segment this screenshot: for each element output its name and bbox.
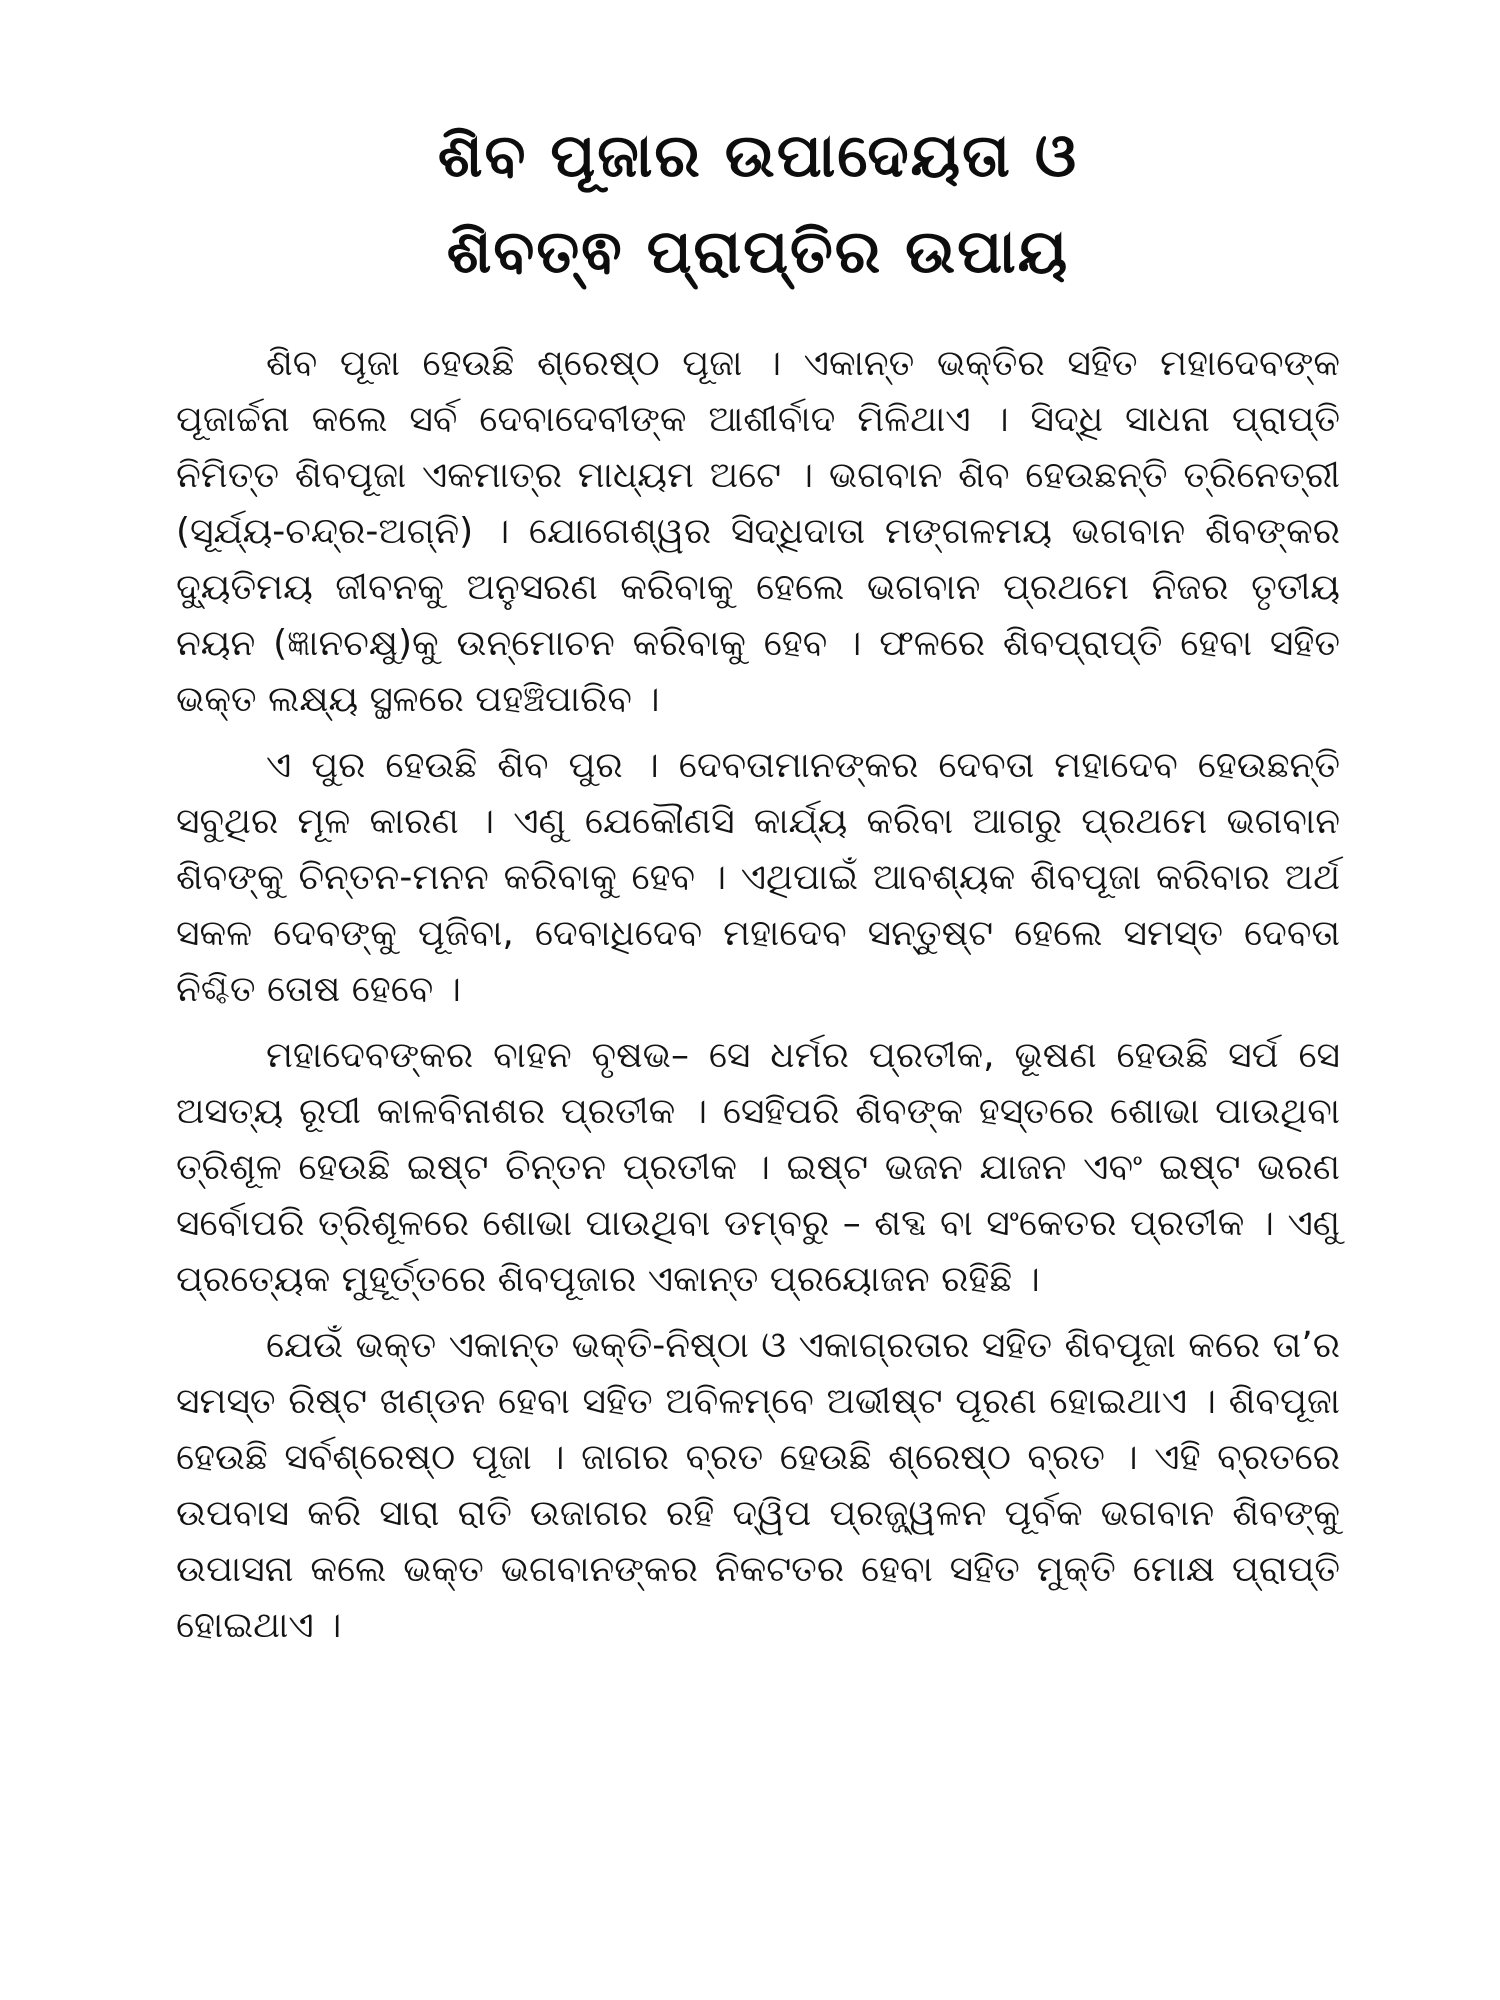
title-line-1: ଶିବ ପୂଜାର ଉପାଦେୟତା ଓ	[437, 121, 1079, 191]
page-title	[176, 108, 1340, 300]
paragraph-1: ଶିବ ପୂଜା ହେଉଛି ଶ୍ରେଷ୍ଠ ପୂଜା । ଏକାନ୍ତ ଭକ୍ତିର ସହିତ ମହାଦେବଙ୍କ ପୂଜାର୍ଚ୍ଚନା କଲେ ସର୍ବ ଦେବାଦେବୀଙ୍କ ଆଶୀର୍ବାଦ ମିଳିଥାଏ । ସିଦ୍ଧି ସାଧନା ପ୍ରାପ୍ତି ନିମିତ୍ତ ଶିବପୂଜା ଏକମାତ୍ର ମାଧ୍ୟମ ଅଟେ । ଭଗବାନ ଶିବ ହେଉଛନ୍ତି ତ୍ରିନେତ୍ରୀ (ସୂର୍ଯ୍ୟ-ଚନ୍ଦ୍ର-ଅଗ୍ନି) । ଯୋଗେଶ୍ୱର ସିଦ୍ଧିଦାତା ମଙ୍ଗଳମୟ ଭଗବାନ ଶିବଙ୍କର ଦ୍ୟୁତିମୟ ଜୀବନକୁ ଅନୁସରଣ କରିବାକୁ ହେଲେ ଭଗବାନ ପ୍ରଥମେ ନିଜର ତୃତୀୟ ନୟନ (ଜ୍ଞାନଚକ୍ଷୁ)କୁ ଉନ୍ମୋଚନ କରିବାକୁ ହେବ । ଫଳରେ ଶିବପ୍ରାପ୍ତି ହେବା ସହିତ ଭକ୍ତ ଲକ୍ଷ୍ୟ ସ୍ଥଳରେ ପହଞ୍ଚିପାରିବ ।	[176, 343, 1340, 720]
paragraph-4: ଯେଉଁ ଭକ୍ତ ଏକାନ୍ତ ଭକ୍ତି-ନିଷ୍ଠା ଓ ଏକାଗ୍ରତାର ସହିତ ଶିବପୂଜା କରେ ତା’ର ସମସ୍ତ ରିଷ୍ଟ ଖଣ୍ଡନ ହେବା ସହିତ ଅବିଳମ୍ବେ ଅଭୀଷ୍ଟ ପୂରଣ ହୋଇଥାଏ । ଶିବପୂଜା ହେଉଛି ସର୍ବଶ୍ରେଷ୍ଠ ପୂଜା । ଜାଗର ବ୍ରତ ହେଉଛି ଶ୍ରେଷ୍ଠ ବ୍ରତ । ଏହି ବ୍ରତରେ ଉପବାସ କରି ସାରା ରାତି ଉଜାଗର ରହି ଦ୍ୱିପ ପ୍ରଜ୍ଜ୍ୱଳନ ପୂର୍ବକ ଭଗବାନ ଶିବଙ୍କୁ ଉପାସନା କଲେ ଭକ୍ତ ଭଗବାନଙ୍କର ନିକଟତର ହେବା ସହିତ ମୁକ୍ତି ମୋକ୍ଷ ପ୍ରାପ୍ତି ହୋଇଥାଏ ।	[176, 1325, 1340, 1646]
paragraph-3: ମହାଦେବଙ୍କର ବାହନ ବୃଷଭ– ସେ ଧର୍ମର ପ୍ରତୀକ, ଭୂଷଣ ହେଉଛି ସର୍ପ ସେ ଅସତ୍ୟ ରୂପୀ କାଳବିନାଶର ପ୍ରତୀକ । ସେହିପରି ଶିବଙ୍କ ହସ୍ତରେ ଶୋଭା ପାଉଥିବା ତ୍ରିଶୂଳ ହେଉଛି ଇଷ୍ଟ ଚିନ୍ତନ ପ୍ରତୀକ । ଇଷ୍ଟ ଭଜନ ଯାଜନ ଏବଂ ଇଷ୍ଟ ଭରଣ ସର୍ବୋପରି ତ୍ରିଶୂଳରେ ଶୋଭା ପାଉଥିବା ଡମ୍ବରୁ – ଶବ୍ଦ ବା ସଂକେତର ପ୍ରତୀକ । ଏଣୁ ପ୍ରତ୍ୟେକ ମୁହୂର୍ତ୍ତରେ ଶିବପୂଜାର ଏକାନ୍ତ ପ୍ରୟୋଜନ ରହିଛି ।	[176, 1035, 1340, 1300]
article-body	[176, 336, 1340, 1654]
title-line-2: ଶିବତ୍ଵ ପ୍ରାପ୍ତିର ଉପାୟ	[446, 217, 1070, 287]
paragraph-2: ଏ ପୁର ହେଉଛି ଶିବ ପୁର । ଦେବତାମାନଙ୍କର ଦେବତା ମହାଦେବ ହେଉଛନ୍ତି ସବୁଥିର ମୂଳ କାରଣ । ଏଣୁ ଯେକୌଣସି କାର୍ଯ୍ୟ କରିବା ଆଗରୁ ପ୍ରଥମେ ଭଗବାନ ଶିବଙ୍କୁ ଚିନ୍ତନ-ମନନ କରିବାକୁ ହେବ । ଏଥିପାଇଁ ଆବଶ୍ୟକ ଶିବପୂଜା କରିବାର ଅର୍ଥ ସକଳ ଦେବଙ୍କୁ ପୂଜିବା, ଦେବାଧିଦେବ ମହାଦେବ ସନ୍ତୁଷ୍ଟ ହେଲେ ସମସ୍ତ ଦେବତା ନିଶ୍ଚିତ ତୋଷ ହେବେ ।	[176, 745, 1340, 1010]
